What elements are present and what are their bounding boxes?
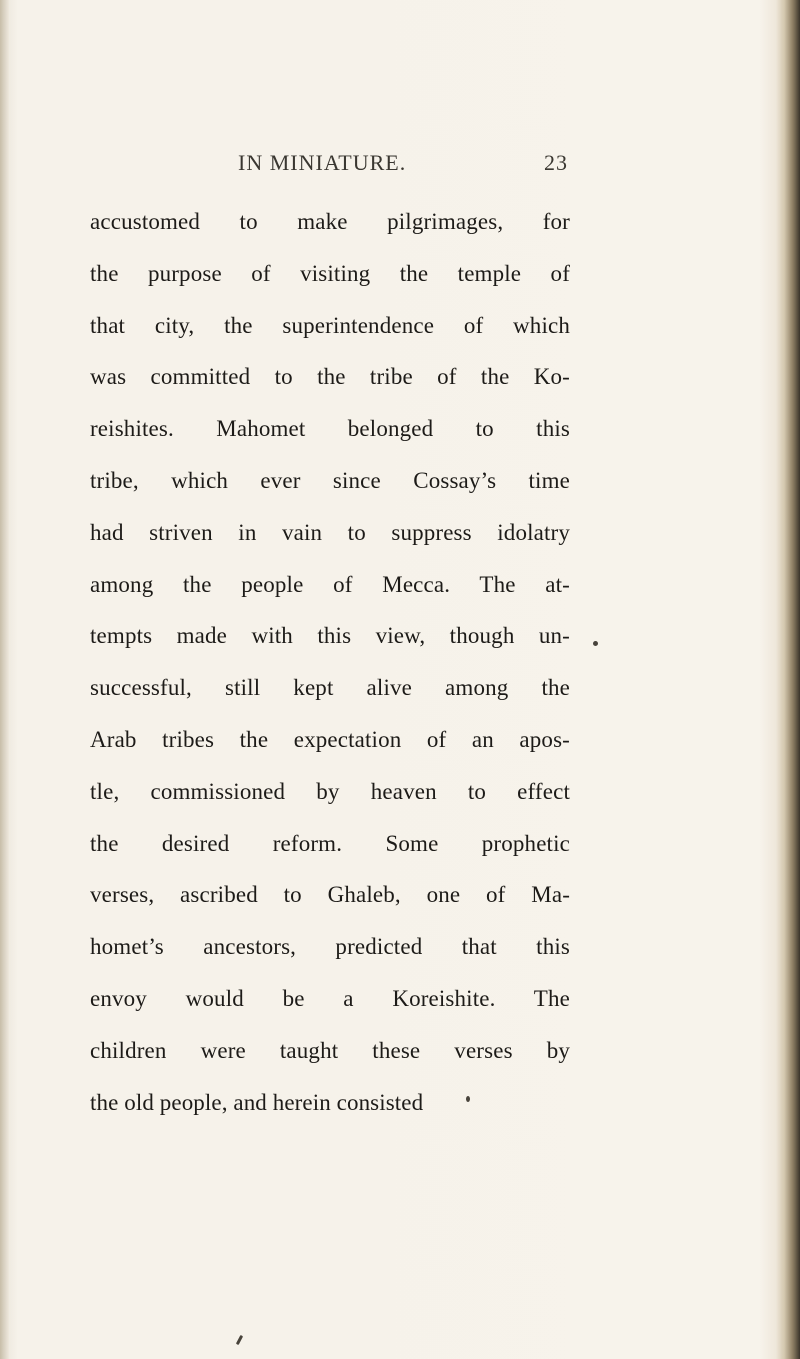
body-text bbox=[90, 196, 570, 1128]
text-line: the old people, and herein consisted bbox=[90, 1089, 424, 1115]
page-number: 23 bbox=[544, 150, 568, 175]
text-line: verses, ascribed to Ghaleb, one of Ma- bbox=[90, 882, 570, 908]
text-line: tempts made with this view, though un- bbox=[90, 623, 570, 649]
running-title: IN MINIATURE. bbox=[238, 150, 407, 175]
text-line: homet’s ancestors, predicted that this bbox=[90, 934, 570, 960]
ink-speck bbox=[466, 1096, 470, 1102]
text-line: among the people of Mecca. The at- bbox=[90, 571, 570, 597]
text-line: had striven in vain to suppress idolatry bbox=[90, 519, 570, 545]
page-left-edge bbox=[0, 0, 9, 1359]
text-line: was committed to the tribe of the Ko- bbox=[90, 364, 570, 390]
text-line: tle, commissioned by heaven to effect bbox=[90, 778, 570, 804]
text-line: tribe, which ever since Cossay’s time bbox=[90, 467, 570, 493]
text-line: the desired reform. Some prophetic bbox=[90, 830, 570, 856]
text-line: accustomed to make pilgrimages, for bbox=[90, 209, 570, 234]
text-line: successful, still kept alive among the bbox=[90, 675, 570, 701]
ink-speck bbox=[593, 641, 598, 646]
page-binding-edge bbox=[776, 0, 800, 1359]
ink-speck bbox=[236, 1335, 243, 1345]
text-line: Arab tribes the expectation of an apos- bbox=[90, 726, 570, 752]
text-line: envoy would be a Koreishite. The bbox=[90, 985, 570, 1011]
text-line: that city, the superintendence of which bbox=[90, 312, 570, 338]
page-header bbox=[238, 150, 568, 182]
text-line: the purpose of visiting the temple of bbox=[90, 260, 570, 286]
text-line: children were taught these verses by bbox=[90, 1037, 570, 1063]
text-line: reishites. Mahomet belonged to this bbox=[90, 416, 570, 442]
